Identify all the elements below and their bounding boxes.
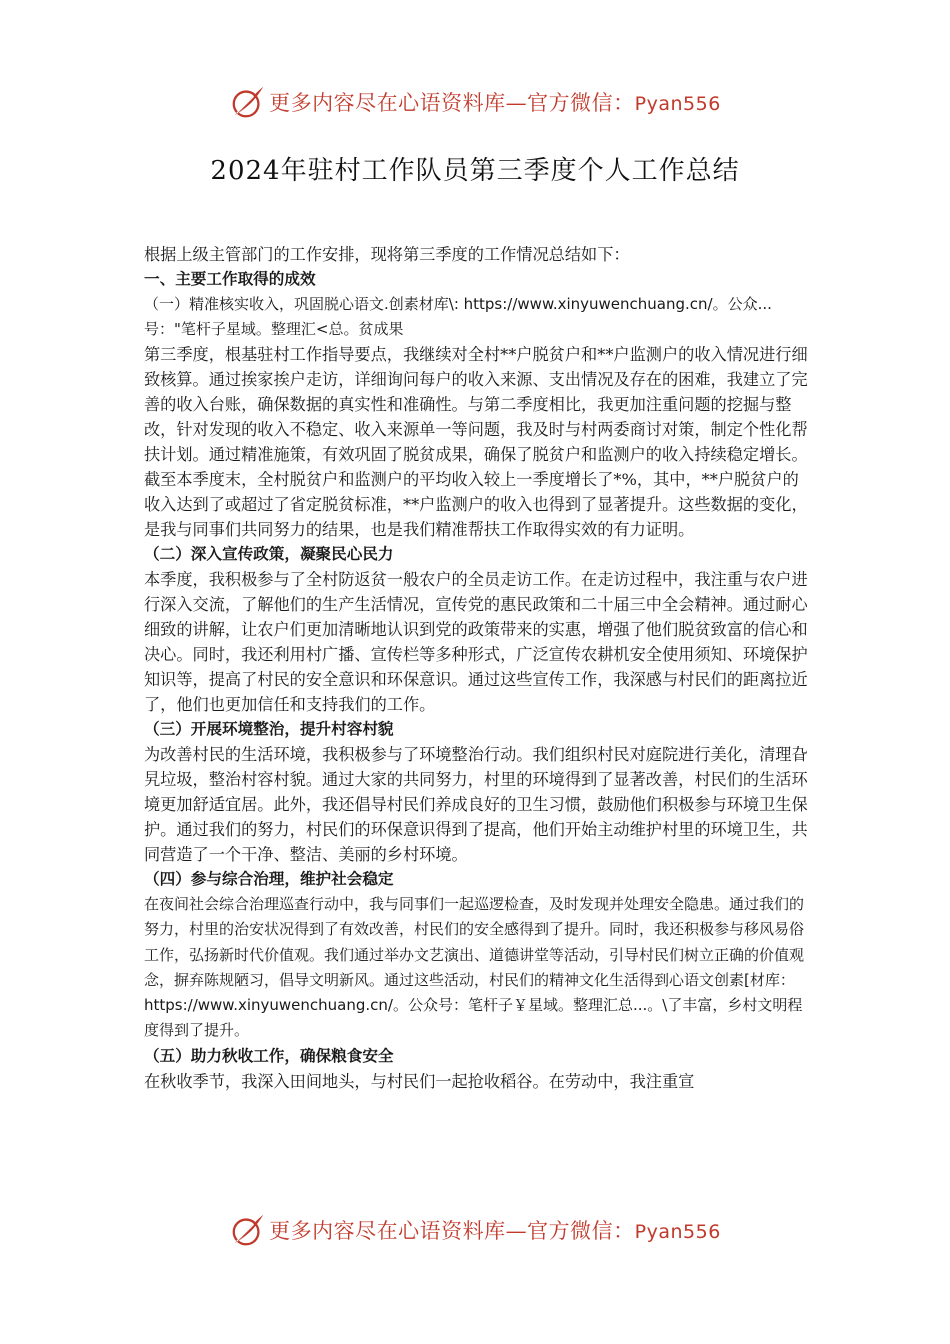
subsection-heading-4: （四）参与综合治理，维护社会稳定	[144, 870, 394, 888]
banner-wechat-id: Pyan556	[634, 93, 721, 115]
body-paragraph-2: 本季度，我积极参与了全村防返贫一般农户的全员走访工作。在走访过程中，我注重与农户进行深入交流，了解他们的生产生活情况，宣传党的惠民政策和二十届三中全会精神。通过耐心细致的讲解，让农户们更加清晰地认识到党的政策带来的实惠，增强了他们脱贫致富的信心和决心。同时，我还利用村广播、宣传栏等多种形式，广泛宣传农耕机安全使用须知、环境保护知识等，提高了村民的安全意识和环保意识。通过这些宣传工作，我深感与村民们的距离拉近了，他们也更加信任和支持我们的工作。	[144, 570, 808, 714]
subsection-heading-1: （一）精准核实收入，巩固脱心语文.创素材库\: https://www.xinyuwenchuang.cn/。公众...号："笔杆子星域。整理汇<总。贫成果	[144, 295, 772, 338]
document-title: 2024年驻村工作队员第三季度个人工作总结	[210, 156, 740, 186]
subsection-heading-3: （三）开展环境整治，提升村容村貌	[144, 720, 394, 738]
quill-logo-icon	[229, 83, 267, 121]
header-watermark-banner	[0, 80, 950, 124]
body-paragraph-5: 在秋收季节，我深入田间地头，与村民们一起抢收稻谷。在劳动中，我注重宣	[144, 1071, 695, 1091]
banner-prefix: 更多内容尽在心语资料库—官方微信：	[269, 1219, 635, 1243]
banner-prefix: 更多内容尽在心语资料库—官方微信：	[269, 91, 635, 115]
footer-watermark-banner	[0, 1208, 950, 1252]
subsection-heading-5: （五）助力秋收工作，确保粮食安全	[144, 1046, 394, 1065]
body-paragraph-4: 在夜间社会综合治理巡查行动中，我与同事们一起巡逻检查，及时发现并处理安全隐患。通过我们的努力，村里的治安状况得到了有效改善，村民们的安全感得到了提升。同时，我还积极参与移风易俗工作，弘扬新时代价值观。我们通过举办文艺演出、道德讲堂等活动，引导村民们树立正确的价值观念，摒弃陈规陋习，倡导文明新风。通过这些活动，村民们的精神文化生活得到心语文创素[材库：https://www.xinyuwenchuang.cn/。公众号：笔杆子￥星域。整理汇总...。\了丰富，乡村文明程度得到了提升。	[144, 895, 805, 1040]
banner-text	[269, 1215, 721, 1245]
section-heading-1: 一、主要工作取得的成效	[144, 270, 316, 288]
intro-paragraph: 根据上级主管部门的工作安排，现将第三季度的工作情况总结如下：	[144, 245, 630, 264]
document-body	[144, 242, 810, 1094]
banner-text	[269, 87, 721, 117]
body-paragraph-3: 为改善村民的生活环境，我积极参与了环境整治行动。我们组织村民对庭院进行美化，清理旮旯垃圾，整治村容村貌。通过大家的共同努力，村里的环境得到了显著改善，村民们的生活环境更加舒适宜居。此外，我还倡导村民们养成良好的卫生习惯，鼓励他们积极参与环境卫生保护。通过我们的努力，村民们的环保意识得到了提高，他们开始主动维护村里的环境卫生，共同营造了一个干净、整洁、美丽的乡村环境。	[144, 745, 808, 864]
subsection-heading-2: （二）深入宣传政策，凝聚民心民力	[144, 545, 394, 563]
banner-wechat-id: Pyan556	[634, 1221, 721, 1243]
body-paragraph-1: 第三季度，根基驻村工作指导要点，我继续对全村**户脱贫户和**户监测户的收入情况进行细致核算。通过挨家挨户走访，详细询问每户的收入来源、支出情况及存在的困难，我建立了完善的收入台账，确保数据的真实性和准确性。与第二季度相比，我更加注重问题的挖掘与整改，针对发现的收入不稳定、收入来源单一等问题，我及时与村两委商讨对策，制定个性化帮扶计划。通过精准施策，有效巩固了脱贫成果，确保了脱贫户和监测户的收入持续稳定增长。截至本季度末，全村脱贫户和监测户的平均收入较上一季度增长了*%，其中，**户脱贫户的收入达到了或超过了省定脱贫标准，**户监测户的收入也得到了显著提升。这些数据的变化，是我与同事们共同努力的结果，也是我们精准帮扶工作取得实效的有力证明。	[144, 345, 808, 539]
quill-logo-icon	[229, 1211, 267, 1249]
